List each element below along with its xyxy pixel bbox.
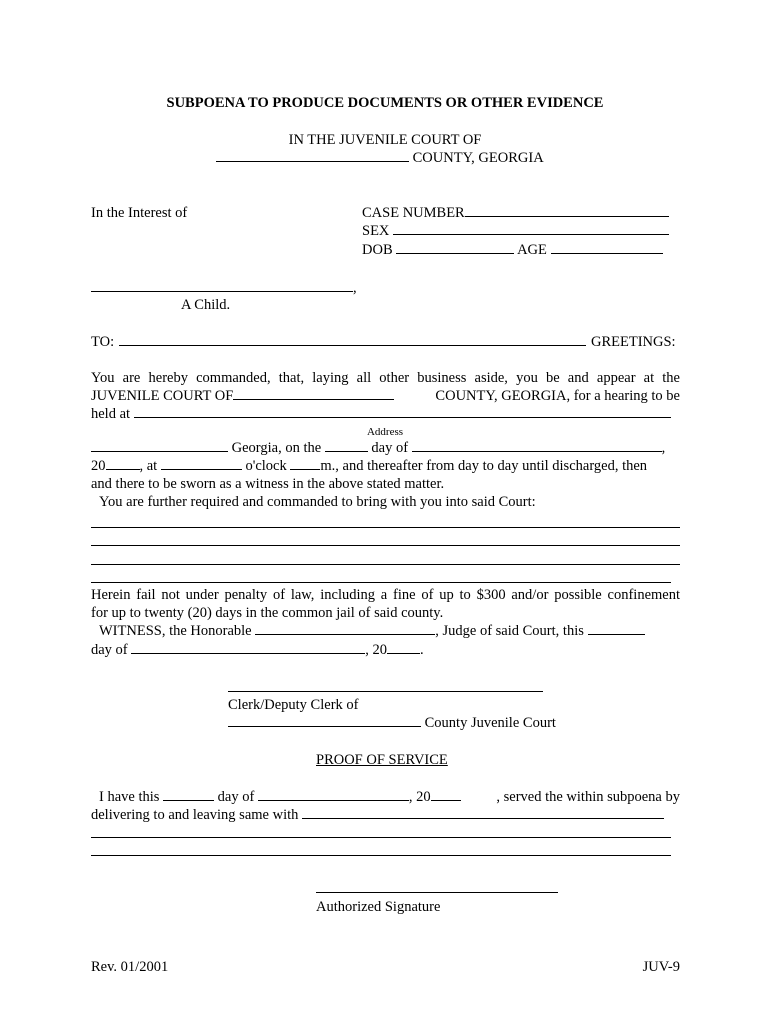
bring-line: You are further required and commanded to bring with you into said Court:: [99, 494, 536, 510]
year-comma-label: , 20: [365, 642, 388, 658]
oclock-label: o'clock: [245, 458, 287, 474]
hearing-time-row: [91, 457, 647, 475]
command-line-2b: COUNTY, GEORGIA, for a hearing to be: [435, 388, 680, 404]
day-of-label: day of: [91, 642, 128, 658]
served-text: , served the within subpoena by: [496, 789, 680, 805]
documents-line[interactable]: [91, 564, 680, 565]
service-day-field[interactable]: [163, 788, 214, 801]
delivering-label: delivering to and leaving same with: [91, 807, 299, 823]
period-mark: .: [420, 642, 424, 658]
to-label: TO:: [91, 334, 115, 350]
case-number-label: CASE NUMBER: [362, 205, 465, 221]
day-of-label: day of: [371, 440, 409, 456]
service-detail-line[interactable]: [91, 837, 671, 838]
at-label: , at: [139, 458, 158, 474]
child-name-field[interactable]: [91, 279, 353, 292]
clerk-county-row: [228, 714, 556, 732]
held-at-label: held at: [91, 406, 131, 422]
sworn-line: and there to be sworn as a witness in the above stated matter.: [91, 476, 445, 492]
penalty-line-1: Herein fail not under penalty of law, including a fine of up to $300 and/or possible confinement: [91, 587, 680, 603]
penalty-line-2: for up to twenty (20) days in the common jail of said county.: [91, 605, 444, 621]
proof-of-service-heading: PROOF OF SERVICE: [316, 752, 448, 768]
service-year-field[interactable]: [431, 788, 461, 801]
thereafter-text: m., and thereafter from day to day until discharged, then: [320, 458, 648, 474]
sex-field[interactable]: [393, 222, 669, 235]
day-of-label: day of: [217, 789, 255, 805]
judge-name-field[interactable]: [255, 622, 435, 635]
clerk-county-field[interactable]: [228, 714, 421, 727]
judge-label: , Judge of said Court, this: [435, 623, 584, 639]
hearing-address-field[interactable]: [134, 405, 671, 418]
address-caption: Address: [366, 426, 404, 438]
clerk-label: Clerk/Deputy Clerk of: [228, 697, 359, 713]
form-code: JUV-9: [642, 959, 680, 975]
revision-label: Rev. 01/2001: [91, 959, 169, 975]
age-field[interactable]: [551, 241, 663, 254]
have-this-label: I have this: [99, 789, 160, 805]
county-heading: [216, 149, 544, 167]
witness-date-row: [91, 641, 424, 659]
georgia-on-the-label: Georgia, on the: [231, 440, 322, 456]
sex-label: SEX: [362, 223, 390, 239]
witness-label: WITNESS, the Honorable: [99, 623, 252, 639]
child-comma: ,: [353, 280, 357, 296]
county-georgia-label: COUNTY, GEORGIA: [412, 150, 544, 166]
delivered-to-field[interactable]: [302, 806, 664, 819]
hearing-month-field[interactable]: [412, 439, 662, 452]
witness-day-field[interactable]: [588, 622, 645, 635]
child-label: A Child.: [181, 297, 231, 313]
hearing-year-field[interactable]: [106, 457, 140, 470]
interest-of-label: In the Interest of: [91, 205, 188, 221]
witness-year-field[interactable]: [387, 641, 420, 654]
greetings-label: GREETINGS:: [591, 334, 676, 350]
documents-line[interactable]: [91, 545, 680, 546]
case-number-field[interactable]: [465, 204, 669, 217]
held-at-row: [91, 405, 671, 423]
service-month-field[interactable]: [258, 788, 409, 801]
dob-age-row: [362, 241, 663, 259]
child-name-row: [91, 279, 357, 297]
authorized-signature-label: Authorized Signature: [316, 899, 441, 915]
city-field[interactable]: [91, 439, 228, 452]
proof-date-row: [99, 788, 461, 806]
page-title: SUBPOENA TO PRODUCE DOCUMENTS OR OTHER EVIDENCE: [166, 95, 604, 111]
year-prefix: 20: [91, 458, 106, 474]
authorized-signature-line[interactable]: [316, 892, 558, 893]
court-heading: IN THE JUVENILE COURT OF: [288, 132, 482, 148]
comma-20-label: , 20: [408, 789, 431, 805]
command-line-1: You are hereby commanded, that, laying all other business aside, you be and appear at the: [91, 370, 680, 386]
witness-row: [99, 622, 645, 640]
documents-line[interactable]: [91, 527, 680, 528]
command-line-2: [91, 387, 394, 405]
hearing-day-field[interactable]: [325, 439, 368, 452]
hearing-date-row: [91, 439, 665, 457]
date-comma: ,: [661, 440, 666, 456]
hearing-time-field[interactable]: [161, 457, 242, 470]
delivering-row: [91, 806, 664, 824]
documents-line[interactable]: [91, 582, 671, 583]
court-county-field[interactable]: [233, 387, 394, 400]
county-juvenile-court-label: County Juvenile Court: [424, 715, 556, 731]
clerk-signature-line[interactable]: [228, 691, 543, 692]
dob-label: DOB: [362, 242, 393, 258]
juvenile-court-of-label: JUVENILE COURT OF: [91, 388, 234, 404]
sex-row: [362, 222, 669, 240]
county-name-field[interactable]: [216, 149, 409, 162]
dob-field[interactable]: [396, 241, 514, 254]
service-detail-line[interactable]: [91, 855, 671, 856]
case-number-row: [362, 204, 669, 222]
to-field[interactable]: [119, 345, 586, 346]
am-pm-field[interactable]: [290, 457, 320, 470]
age-label: AGE: [517, 242, 547, 258]
witness-month-field[interactable]: [131, 641, 365, 654]
